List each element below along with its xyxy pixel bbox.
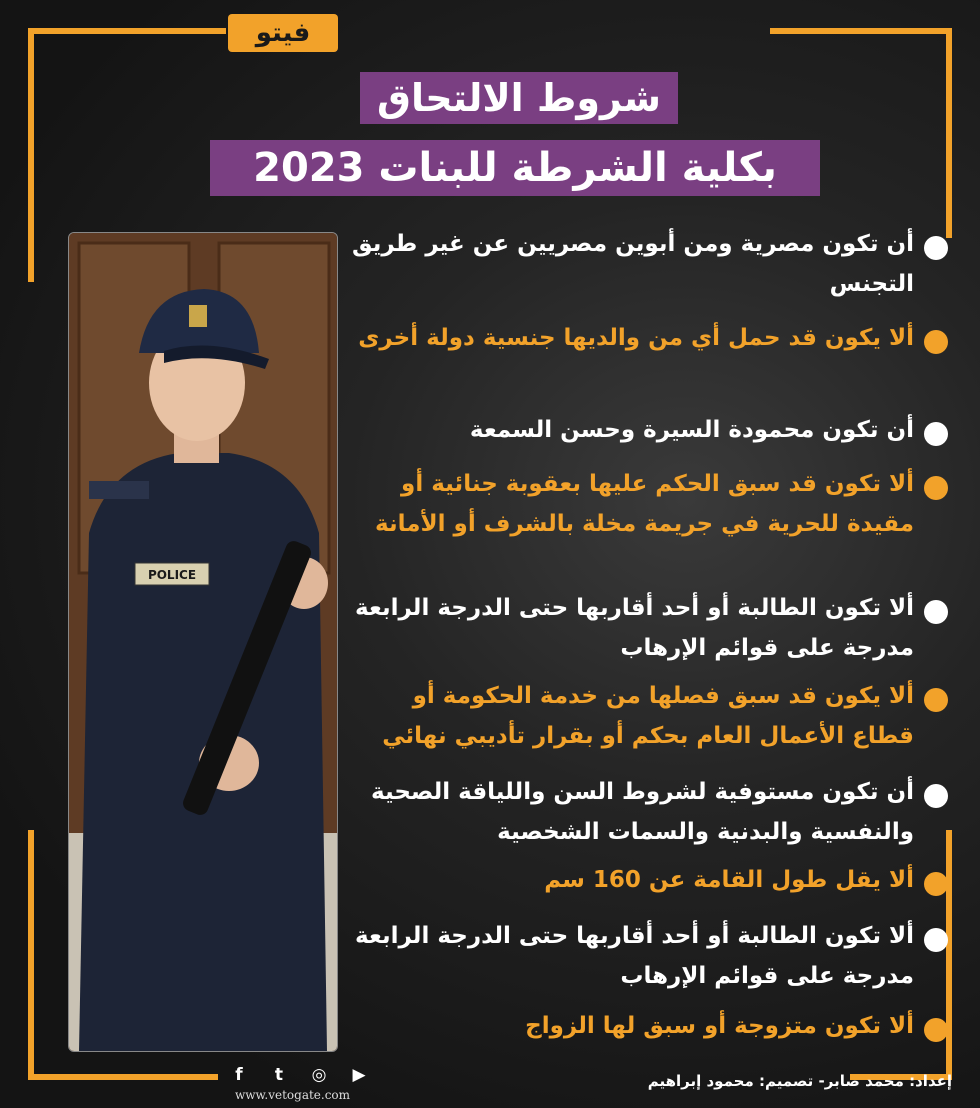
item-text: ألا يكون قد سبق فصلها من خدمة الحكومة أو قطاع الأعمال العام بحكم أو بقرار تأديبي نهائي — [382, 683, 914, 749]
site-url[interactable]: www.vetogate.com — [235, 1088, 351, 1102]
item-text: ألا تكون متزوجة أو سبق لها الزواج — [525, 1013, 914, 1039]
frame-top-right — [770, 28, 952, 34]
frame-left-top — [28, 28, 34, 282]
item-text: ألا تكون قد سبق الحكم عليها بعقوبة جنائية أو مقيدة للحرية في جريمة مخلة بالشرف أو الأمانة — [375, 471, 914, 537]
social-links — [228, 1064, 370, 1086]
list-item — [348, 588, 948, 668]
bullet-icon — [924, 476, 948, 500]
facebook-icon[interactable]: f — [235, 1065, 243, 1085]
instagram-icon[interactable]: ◎ — [311, 1065, 327, 1085]
bullet-icon — [924, 688, 948, 712]
brand-logo: فيتو — [228, 14, 338, 52]
list-item — [348, 860, 948, 900]
bullet-icon — [924, 928, 948, 952]
twitter-icon[interactable]: t — [274, 1065, 284, 1085]
item-text: ألا تكون الطالبة أو أحد أقاربها حتى الدرجة الرابعة مدرجة على قوائم الإرهاب — [355, 595, 914, 661]
frame-right-top — [946, 28, 952, 238]
item-text: ألا يكون قد حمل أي من والديها جنسية دولة أخرى — [358, 325, 914, 351]
frame-top-left — [28, 28, 226, 34]
frame-left-bottom — [28, 830, 34, 1080]
item-text: أن تكون مستوفية لشروط السن واللياقة الصحية والنفسية والبدنية والسمات الشخصية — [371, 779, 914, 845]
bullet-icon — [924, 784, 948, 808]
police-badge-text: POLICE — [147, 568, 197, 582]
page-title-line2: بكلية الشرطة للبنات 2023 — [210, 140, 820, 196]
credits-text: إعداد: محمد صابر- تصميم: محمود إبراهيم — [647, 1072, 952, 1090]
list-item — [348, 464, 948, 544]
officer-photo — [68, 232, 338, 1052]
item-text: ألا يقل طول القامة عن 160 سم — [544, 867, 914, 893]
list-item — [348, 1006, 948, 1046]
list-item — [348, 676, 948, 756]
bullet-icon — [924, 600, 948, 624]
list-item — [348, 318, 948, 358]
bullet-icon — [924, 1018, 948, 1042]
bullet-icon — [924, 422, 948, 446]
frame-bottom-left — [28, 1074, 218, 1080]
bullet-icon — [924, 236, 948, 260]
officer-illustration — [69, 233, 337, 1051]
bullet-icon — [924, 872, 948, 896]
bullet-icon — [924, 330, 948, 354]
item-text: ألا تكون الطالبة أو أحد أقاربها حتى الدرجة الرابعة مدرجة على قوائم الإرهاب — [355, 923, 914, 989]
youtube-icon[interactable]: ▶ — [352, 1065, 366, 1085]
item-text: أن تكون محمودة السيرة وحسن السمعة — [469, 417, 914, 443]
page-title-line1: شروط الالتحاق — [360, 72, 678, 124]
list-item — [348, 916, 948, 996]
item-text: أن تكون مصرية ومن أبوين مصريين عن غير طريق التجنس — [351, 231, 914, 297]
list-item — [348, 224, 948, 304]
list-item — [348, 410, 948, 450]
list-item — [348, 772, 948, 852]
